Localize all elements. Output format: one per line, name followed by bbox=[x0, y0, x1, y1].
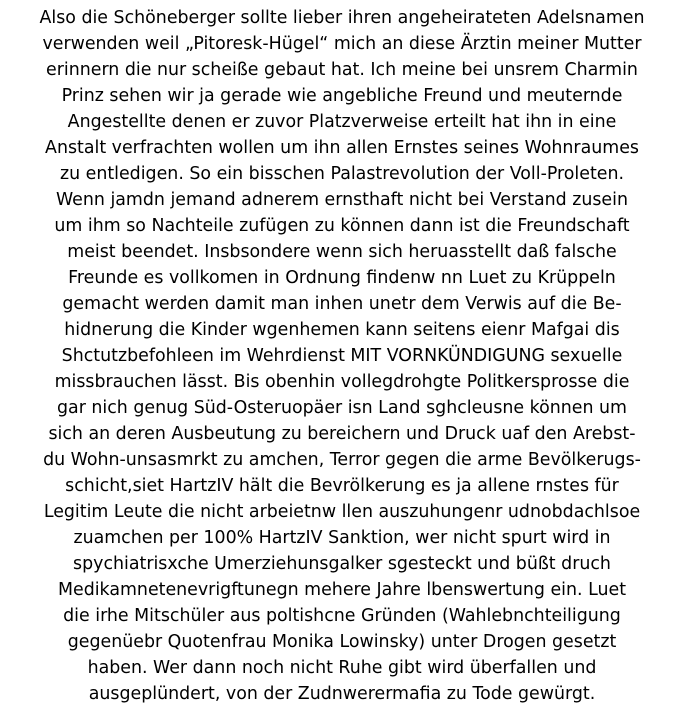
text-line-4: Prinz sehen wir ja gerade wie angebliche Freund und meuternde bbox=[61, 86, 623, 106]
text-line-1: Also die Schöneberger sollte lieber ihren angeheirateten Adelsnamen bbox=[39, 8, 645, 28]
text-line-15: missbrauchen lässt. Bis obenhin vollegdrohgte Politkersprosse die bbox=[54, 372, 630, 392]
text-line-24: die irhe Mitschüler aus poltishcne Gründen (Wahlebnchteiligung bbox=[63, 606, 621, 626]
text-line-23: Medikamnetenevrigftunegn mehere Jahre lbenswertung ein. Luet bbox=[57, 580, 627, 600]
text-line-17: sich an deren Ausbeutung zu bereichern und Druck uaf den Arebst- bbox=[48, 424, 636, 444]
text-line-20: Legitim Leute die nicht arbeietnw llen auszuhungenr udnobdachlsoe bbox=[43, 502, 641, 522]
text-line-22: spychiatrisxche Umerziehunsgalker sgesteckt und büßt druch bbox=[73, 554, 611, 574]
text-line-5: Angestellte denen er zuvor Platzverweise erteilt hat ihn in eine bbox=[67, 112, 617, 132]
text-line-12: gemacht werden damit man inhen unetr dem Verwis auf die Be- bbox=[62, 294, 622, 314]
text-line-16: gar nich genug Süd-Osteruopäer isn Land sghcleusne können um bbox=[57, 398, 627, 418]
text-line-9: um ihm so Nachteile zufügen zu können dann ist die Freundschaft bbox=[54, 216, 630, 236]
text-line-6: Anstalt verfrachten wollen um ihn allen Ernstes seines Wohnraumes bbox=[45, 138, 639, 158]
text-line-2: verwenden weil „Pitoresk-Hügel“ mich an diese Ärztin meiner Mutter bbox=[42, 34, 642, 54]
text-line-14: Shctutzbefohleen im Wehrdienst MIT VORNKÜNDIGUNG sexuelle bbox=[61, 346, 623, 366]
document-text bbox=[0, 5, 684, 707]
text-line-10: meist beendet. Insbsondere wenn sich heruasstellt daß falsche bbox=[67, 242, 617, 262]
text-line-27: ausgeplündert, von der Zudnwerermafia zu Tode gewürgt. bbox=[88, 684, 596, 704]
text-line-19: schicht,siet HartzIV hält die Bevrölkerung es ja allene rnstes für bbox=[65, 476, 619, 496]
text-line-7: zu entledigen. So ein bisschen Palastrevolution der Voll-Proleten. bbox=[59, 164, 625, 184]
text-line-11: Freunde es vollkomen in Ordnung findenw nn Luet zu Krüppeln bbox=[68, 268, 616, 288]
text-line-21: zuamchen per 100% HartzIV Sanktion, wer nicht spurt wird in bbox=[73, 528, 611, 548]
text-line-3: erinnern die nur scheiße gebaut hat. Ich meine bei unsrem Charmin bbox=[46, 60, 638, 80]
text-line-13: hidnerung die Kinder wgenhemen kann seitens eienr Mafgai dis bbox=[64, 320, 620, 340]
text-line-8: Wenn jamdn jemand adnerem ernsthaft nicht bei Verstand zusein bbox=[56, 190, 628, 210]
text-line-25: gegenüebr Quotenfrau Monika Lowinsky) unter Drogen gesetzt bbox=[67, 632, 617, 652]
text-line-18: du Wohn-unsasmrkt zu amchen, Terror gegen die arme Bevölkerugs- bbox=[43, 450, 641, 470]
text-line-26: haben. Wer dann noch nicht Ruhe gibt wird überfallen und bbox=[87, 658, 597, 678]
